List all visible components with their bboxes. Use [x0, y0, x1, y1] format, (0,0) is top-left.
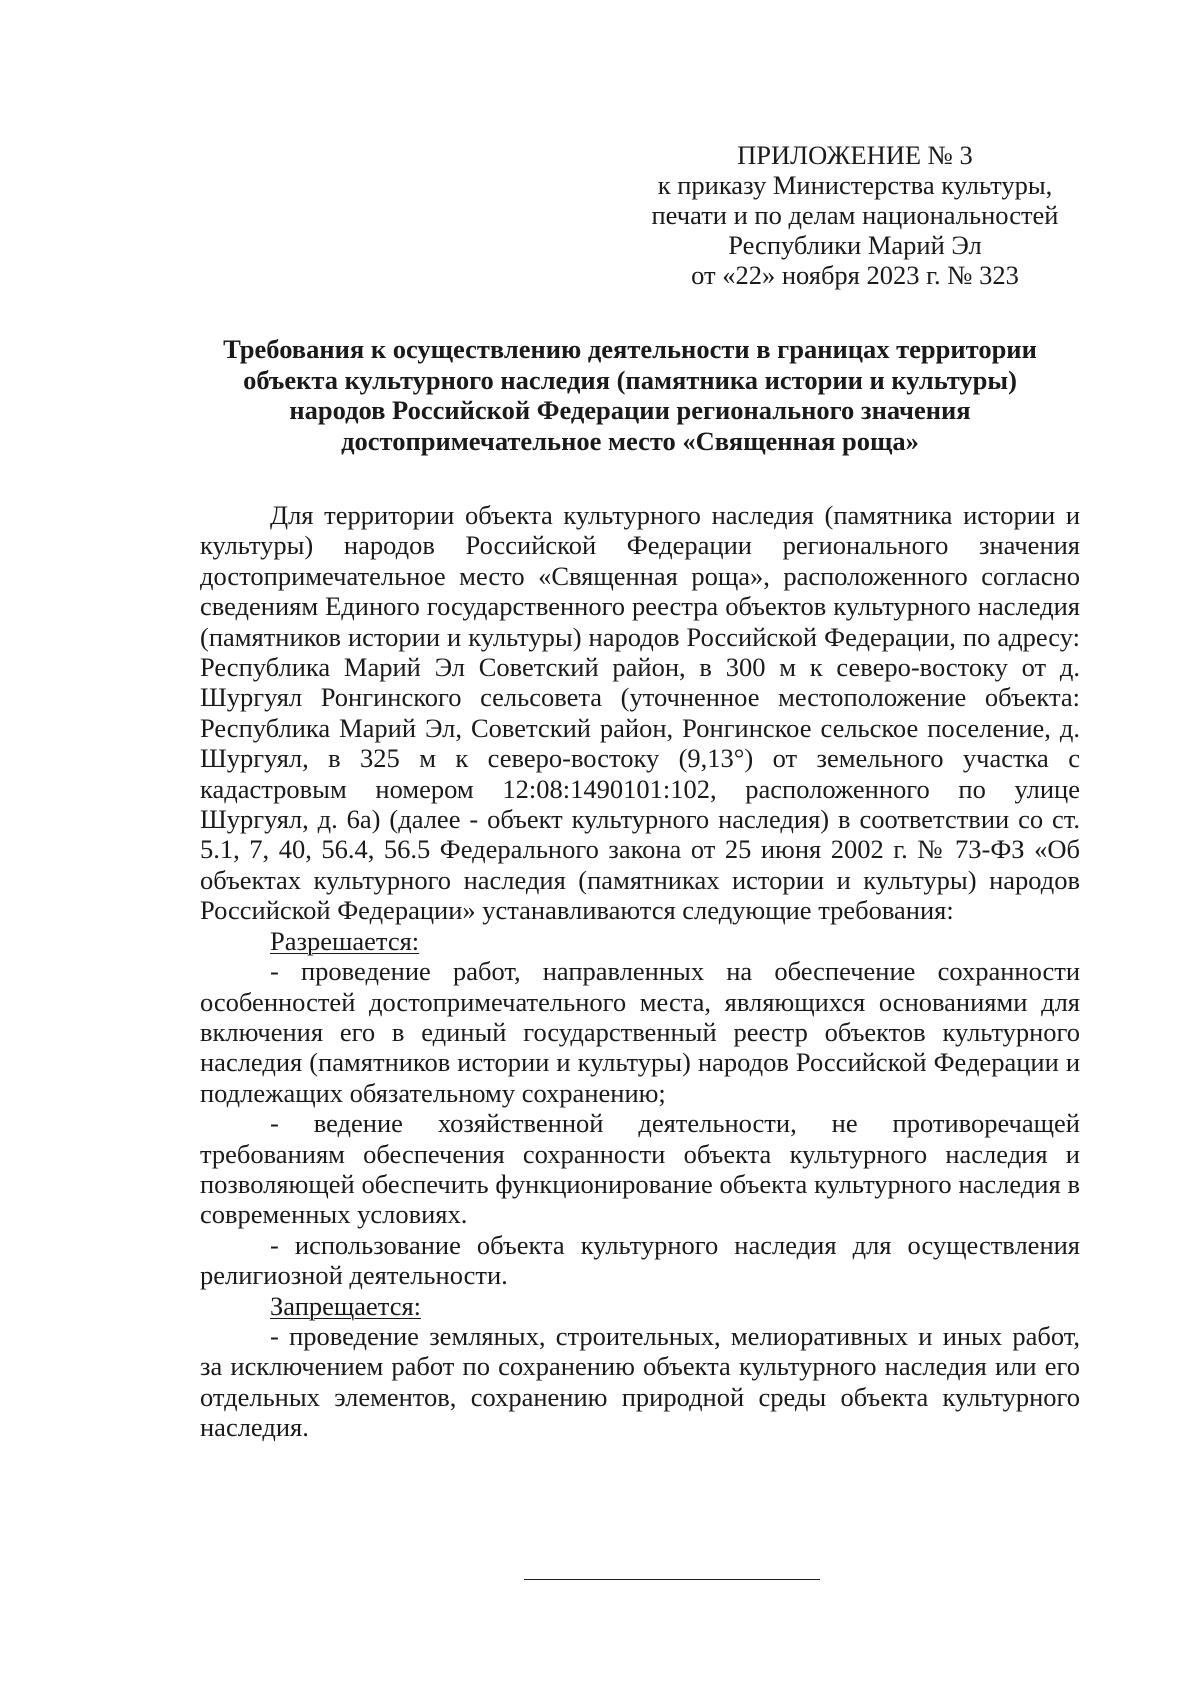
appendix-number: ПРИЛОЖЕНИЕ № 3: [737, 140, 973, 170]
forbidden-heading: Запрещается:: [270, 1290, 422, 1321]
title-line-3: народов Российской Федерации регионального значения: [289, 395, 971, 425]
title-line-1: Требования к осуществлению деятельности в границах территории: [223, 334, 1037, 364]
intro-paragraph: Для территории объекта культурного наследия (памятника истории и культуры) народов Российской Федерации регионального значения достопримечательное место «Священная роща», расположенного согласно сведениям Единого государственного реестра объектов культурного наследия (памятников истории и культуры) народов Российской Федерации, по адресу: Республика Марий Эл Советский район, в 300 м к северо-востоку от д. Шургуял Ронгинского сельсовета (уточненное местоположение объекта: Республика Марий Эл, Советский район, Ронгинское сельское поселение, д. Шургуял, в 325 м к северо-востоку (9,13°) от земельного участка с кадастровым номером 12:08:1490101:102, расположенного по улице Шургуял, д. 6а) (далее - объект культурного наследия) в соответствии со ст. 5.1, 7, 40, 56.4, 56.5 Федерального закона от 25 июня 2002 г. № 73-ФЗ «Об объектах культурного наследия (памятниках истории и культуры) народов Российской Федерации» устанавливаются следующие требования:: [200, 500, 1080, 926]
document-body: [200, 500, 1080, 1443]
allowed-item: - использование объекта культурного наследия для осуществления религиозной деятельности.: [200, 1229, 1080, 1291]
document-title: [180, 334, 1080, 456]
appendix-republic: Республики Марий Эл: [728, 230, 982, 260]
allowed-item: - ведение хозяйственной деятельности, не противоречащей требованиям обеспечения сохранности объекта культурного наследия и позволяющей обеспечить функционирование объекта культурного наследия в современных условиях.: [200, 1108, 1080, 1230]
appendix-order-ref: к приказу Министерства культуры,: [657, 170, 1053, 200]
appendix-header: [600, 140, 1110, 290]
title-line-2: объекта культурного наследия (памятника истории и культуры): [243, 364, 1017, 395]
allowed-heading: Разрешается:: [270, 925, 420, 956]
title-line-4: достопримечательное место «Священная роща»: [341, 425, 919, 456]
allowed-item: - проведение работ, направленных на обеспечение сохранности особенностей достопримечательного места, являющихся основаниями для включения его в единый государственный реестр объектов культурного наследия (памятников истории и культуры) народов Российской Федерации и подлежащих обязательному сохранению;: [200, 956, 1080, 1108]
end-separator-line: [524, 1579, 820, 1580]
forbidden-item: - проведение земляных, строительных, мелиоративных и иных работ, за исключением работ по сохранению объекта культурного наследия или его отдельных элементов, сохранению природной среды объекта культурного наследия.: [200, 1320, 1080, 1443]
appendix-date-number: от «22» ноября 2023 г. № 323: [691, 260, 1019, 290]
appendix-ministry: печати и по делам национальностей: [651, 200, 1059, 230]
